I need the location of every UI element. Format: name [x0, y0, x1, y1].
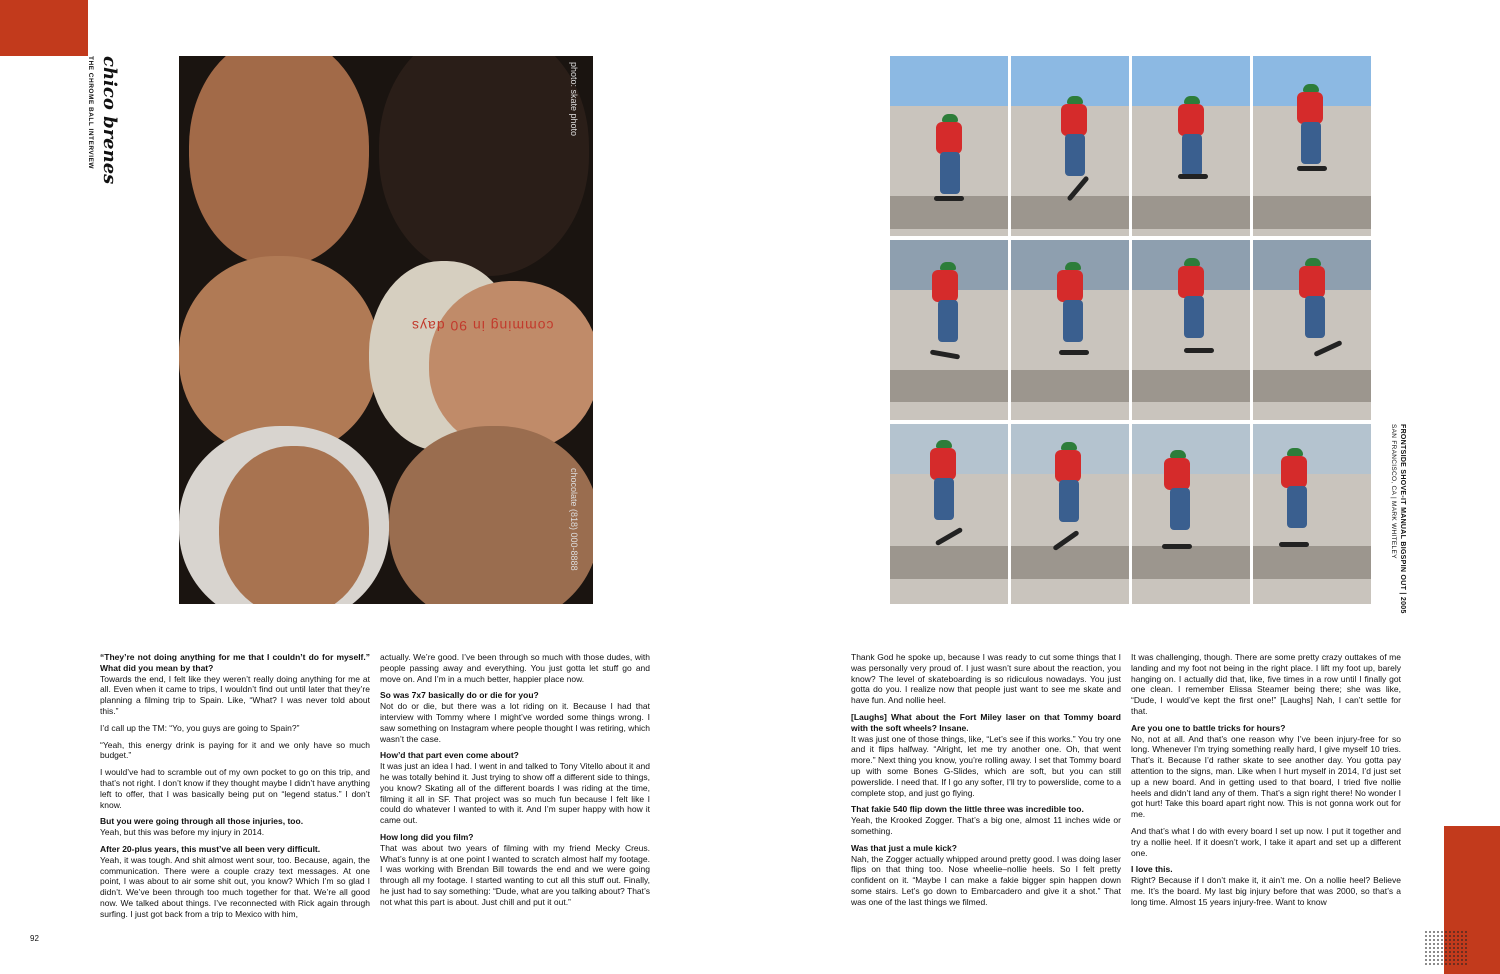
- sequence-frame: [1132, 240, 1250, 420]
- sequence-frame: [1011, 56, 1129, 236]
- interview-answer: Yeah, it was tough. And shit almost went sour, too. Because, again, the communication. There were a couple crazy text messages. At one point, I was about to air some shit out, you know? Which I’m so glad I didn’t. We’ve been through too much together for that. We’re all good now. We talked about things. I’ve reconnected with Rick again through surfing. I just got back from a trip to Mexico with him,: [100, 854, 370, 919]
- text-column-3: [851, 652, 1121, 914]
- interview-answer: And that’s what I do with every board I set up now. I put it together and try a nollie heel. If it doesn’t work, I take it apart and set up a different one.: [1131, 825, 1401, 858]
- sequence-caption: [1384, 424, 1408, 614]
- face: [189, 56, 369, 266]
- sequence-frame: [1011, 240, 1129, 420]
- sequence-frame: [890, 240, 1008, 420]
- interview-answer: Right? Because if I don’t make it, it ain’t me. On a nollie heel? Believe me. It’s the board. My last big injury before that was 2000, so that’s a long time. Almost 15 years injury-free. Want to know: [1131, 875, 1401, 907]
- interview-question: How’d that part even come about?: [380, 750, 519, 761]
- interview-answer: That was about two years of filming with my friend Mecky Creus. What’s funny is at one point I wanted to scratch almost half my footage. I was working with Brendan Bill towards the end and we were going through all my footage. I started wanting to cut all this stuff out. Finally, he just had to say something: “Dude, what are you talking about? That’s not what this part is about. Just chill and put it out.”: [380, 842, 650, 907]
- face: [219, 446, 369, 604]
- sequence-frame: [1253, 424, 1371, 604]
- interview-answer: actually. We’re good. I’ve been through so much with those dudes, with people passing away and everything. You just gotta let stuff go and move on. And I’m in a much better, happier place now.: [380, 652, 650, 684]
- photo-credit: photo: skate photo: [569, 62, 579, 137]
- sequence-frame: [1011, 424, 1129, 604]
- sequence-frame: [890, 424, 1008, 604]
- interview-question: Are you one to battle tricks for hours?: [1131, 722, 1286, 733]
- interview-question: [Laughs] What about the Fort Miley laser on that Tommy board with the soft wheels? Insane.: [851, 711, 1121, 733]
- ad-phone: chocolate (818) 000-8888: [569, 468, 579, 571]
- sequence-frame: [1253, 240, 1371, 420]
- text-column-2: [380, 652, 650, 914]
- interview-answer: It was challenging, though. There are some pretty crazy outtakes of me landing and my foot not being in the right place. I lift my foot up, barely hanging on. I actually did that, like, five times in a row until I finally got one clean. I remember Elissa Steamer being there; she was like, “Dude, I would’ve kept the first one!” [Laughs] Nah, I can’t settle for that.: [1131, 652, 1401, 716]
- interview-answer: Nah, the Zogger actually whipped around pretty good. I was doing laser flips on that thing too. Nose wheelie–nollie heels. So I felt pretty confident on it. “Maybe I can make a fakie bigger spin happen down some stairs. Let’s go down to Embarcadero and give it a shot.” That was one of the last things we filmed.: [851, 853, 1121, 907]
- running-subtitle: THE CHROME BALL INTERVIEW: [87, 56, 94, 170]
- page-number: 92: [30, 934, 39, 943]
- corner-accent-block: [0, 0, 88, 56]
- ad-message: comming in 90 days: [411, 318, 554, 334]
- interview-answer: Thank God he spoke up, because I was ready to cut some things that I was personally very proud of. I just wasn’t sure about the reaction, you know? The level of skateboarding is so ridiculous nowadays. You just gotta do you. I realize now that people just want to see me skate and have fun. And nollie heel.: [851, 652, 1121, 706]
- face: [429, 281, 593, 451]
- interview-answer: I would’ve had to scramble out of my own pocket to go on this trip, and that’s not right. I don’t know if they thought maybe I didn’t have anything left to offer, that I was basically being put on “legend status.” I don’t know.: [100, 767, 370, 810]
- interview-answer: Yeah, but this was before my injury in 2014.: [100, 827, 265, 838]
- interview-question: Was that just a mule kick?: [851, 842, 957, 853]
- interview-answer: Towards the end, I felt like they weren’t really doing anything for me at all. Even when it came to trips, I wouldn’t find out until later that they’re planning a filming trip to Spain. Like, “What? I was never told about this.”: [100, 673, 370, 716]
- interview-answer: Yeah, the Krooked Zogger. That’s a big one, almost 11 inches wide or something.: [851, 815, 1121, 836]
- interview-question: How long did you film?: [380, 831, 474, 842]
- interview-question: That fakie 540 flip down the little three was incredible too.: [851, 804, 1084, 815]
- running-header: [87, 56, 124, 196]
- text-column-1: [100, 652, 370, 926]
- sequence-frame: [1132, 56, 1250, 236]
- interview-answer: No, not at all. And that’s one reason why I’ve been injury-free for so long. Whenever I’m trying something really hard, I give myself 10 tries. That’s it. Because I’d rather skate to see another day. You gotta pay attention to the signs, man. Like when I hurt myself in 2014, I’d just set up a new board. And in getting used to that board, I tried five nollie heels and didn’t land any of them. That’s a sign right there! No wonder I got hurt! Take this board apart right now. This is not gonna work out for me.: [1131, 733, 1401, 820]
- portrait-photo: [179, 56, 593, 604]
- face: [389, 426, 593, 604]
- signature-logo: chico brenes: [99, 56, 120, 185]
- sequence-photo-grid: [890, 56, 1372, 604]
- halftone-pattern: [1424, 930, 1468, 966]
- sequence-frame: [1132, 424, 1250, 604]
- interview-answer: “Yeah, this energy drink is paying for it and we only have so much budget.”: [100, 739, 370, 761]
- caption-trick: FRONTSIDE SHOVE-IT MANUAL BIGSPIN OUT | 2005: [1399, 424, 1406, 614]
- interview-question: “They’re not doing anything for me that I couldn’t do for myself.” What did you mean by that?: [100, 652, 370, 673]
- interview-answer: It was just one of those things, like, “Let’s see if this works.” You try one and it flips halfway. “Alright, let me try another one. Oh, that went more.” Next thing you know, you’re rolling away. I set that Tommy board up with some Bones G-Slides, which are soft, but you can still powerslide. I need that. If I go any softer, I’ll try to powerslide, come to a complete stop, and just go flying.: [851, 733, 1121, 798]
- caption-location: SAN FRANCISCO, CA | MARK WHITELEY: [1390, 424, 1397, 559]
- interview-answer: It was just an idea I had. I went in and talked to Tony Vitello about it and he was totally behind it. Just trying to show off a different side to things, you know? Skating all of the different boards I was riding at the time, filming it all in SF. That project was so much fun because I felt like I could do whatever I wanted to with it. And I’m super happy with how it came out.: [380, 761, 650, 826]
- interview-question: But you were going through all those injuries, too.: [100, 816, 304, 827]
- face: [379, 56, 589, 276]
- interview-question: I love this.: [1131, 864, 1173, 875]
- interview-question: After 20-plus years, this must’ve all been very difficult.: [100, 843, 321, 854]
- interview-question: So was 7x7 basically do or die for you?: [380, 690, 539, 701]
- text-column-4: [1131, 652, 1401, 914]
- interview-answer: Not do or die, but there was a lot riding on it. Because I had that interview with Tommy where I might’ve worded some things wrong. I saw something on Instagram where people thought I was retiring, which wasn’t the case.: [380, 701, 650, 744]
- sequence-frame: [890, 56, 1008, 236]
- interview-answer: I’d call up the TM: “Yo, you guys are going to Spain?”: [100, 722, 300, 733]
- sequence-frame: [1253, 56, 1371, 236]
